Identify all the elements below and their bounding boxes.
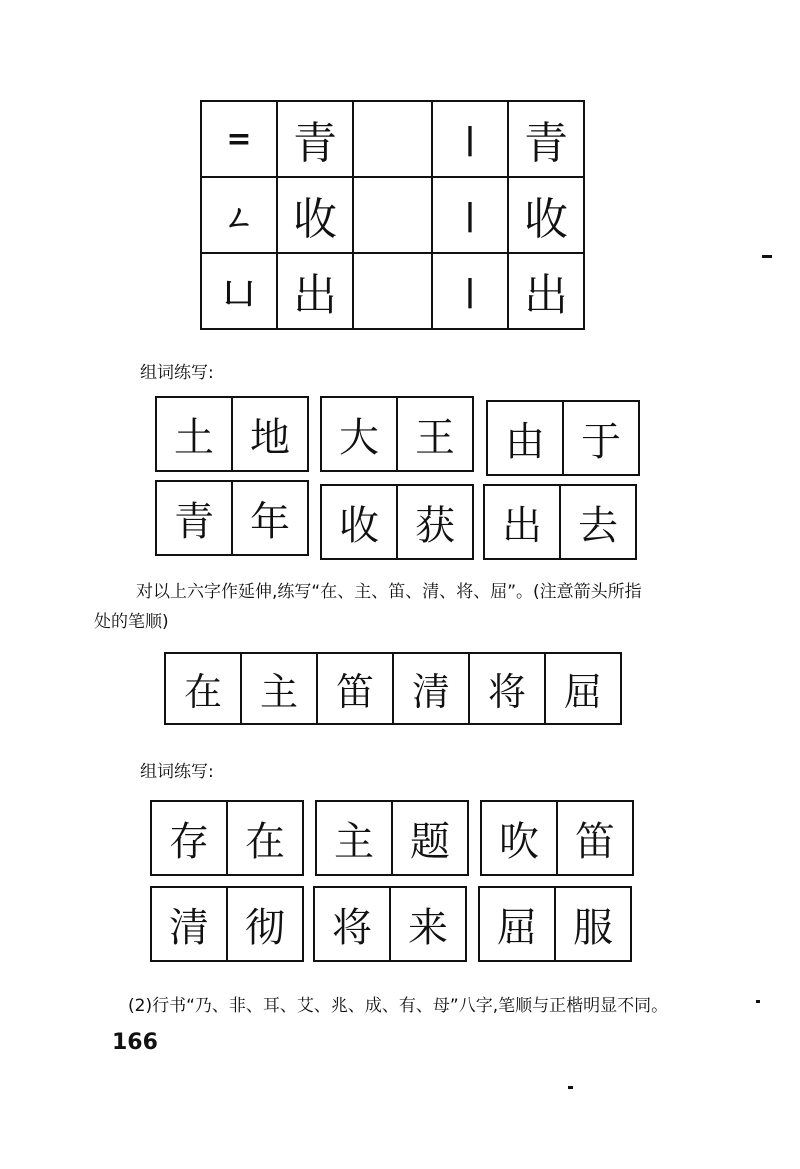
stroke-cell: |	[432, 253, 508, 329]
character-cell: 清	[392, 654, 468, 723]
page-number: 166	[112, 1030, 158, 1055]
character-cell: 笛	[556, 802, 632, 874]
character-cell: 屈	[544, 654, 620, 723]
character-cell: 土	[174, 414, 214, 461]
character-cell: 出	[502, 502, 542, 549]
character-cell: 题	[391, 802, 467, 874]
stroke-cell: |	[432, 177, 508, 253]
character-cell: 将	[332, 904, 372, 951]
word-pair-box	[315, 800, 469, 876]
empty-cell	[353, 177, 432, 253]
stroke-cell: =	[201, 101, 277, 177]
character-cell: 于	[562, 402, 638, 474]
character-cell: 将	[468, 654, 544, 723]
word-pair-box	[150, 800, 304, 876]
character-cell: 地	[231, 398, 307, 470]
word-pair-box	[320, 484, 474, 560]
empty-cell	[353, 253, 432, 329]
word-pair-box	[320, 396, 474, 472]
word-pair-box	[313, 886, 467, 962]
character-cell: 青	[174, 498, 214, 545]
character-cell: 王	[396, 398, 472, 470]
scan-speck	[762, 255, 772, 258]
character-cell: 收	[277, 177, 353, 253]
word-pair-box	[478, 886, 632, 962]
word-pair-box	[480, 800, 634, 876]
character-cell: 获	[396, 486, 472, 558]
character-cell: 来	[389, 888, 465, 960]
table-row	[201, 177, 584, 253]
character-cell: 大	[339, 414, 379, 461]
character-cell: 服	[554, 888, 630, 960]
character-cell: 彻	[226, 888, 302, 960]
empty-cell	[353, 101, 432, 177]
character-cell: 出	[508, 253, 584, 329]
section-label: 组词练写:	[140, 762, 214, 782]
character-cell: 由	[505, 418, 545, 465]
table-row	[201, 101, 584, 177]
scan-speck	[568, 1086, 573, 1089]
character-cell: 收	[339, 502, 379, 549]
instruction-line: 对以上六字作延伸,练写“在、主、笛、清、将、屈”。(注意箭头所指	[136, 582, 642, 602]
character-cell: 去	[559, 486, 635, 558]
character-cell: 主	[334, 818, 374, 865]
stroke-cell: |	[432, 101, 508, 177]
character-cell: 屈	[497, 904, 537, 951]
character-cell: 在	[226, 802, 302, 874]
word-pair-box	[155, 396, 309, 472]
stroke-cell: 凵	[201, 253, 277, 329]
character-cell: 存	[169, 818, 209, 865]
stroke-cell: ㄥ	[201, 177, 277, 253]
word-pair-box	[155, 480, 309, 556]
character-cell: 笛	[316, 654, 392, 723]
word-pair-box	[483, 484, 637, 560]
character-cell: 主	[240, 654, 316, 723]
word-pair-box	[486, 400, 640, 476]
instruction-line: 处的笔顺)	[94, 612, 169, 632]
character-cell: 青	[508, 101, 584, 177]
character-cell: 清	[169, 904, 209, 951]
character-cell: 在	[183, 670, 222, 714]
scan-speck	[756, 1000, 760, 1003]
character-cell: 吹	[499, 818, 539, 865]
character-cell: 青	[277, 101, 353, 177]
character-cell: 出	[277, 253, 353, 329]
section-paragraph: (2)行书“乃、非、耳、艾、兆、成、有、母”八字,笔顺与正楷明显不同。	[128, 996, 669, 1016]
table-row	[201, 253, 584, 329]
character-cell: 年	[231, 482, 307, 554]
section-label: 组词练写:	[140, 363, 214, 383]
character-cell: 收	[508, 177, 584, 253]
word-pair-box	[150, 886, 304, 962]
stroke-order-table	[200, 100, 585, 330]
extension-char-row	[164, 652, 622, 725]
